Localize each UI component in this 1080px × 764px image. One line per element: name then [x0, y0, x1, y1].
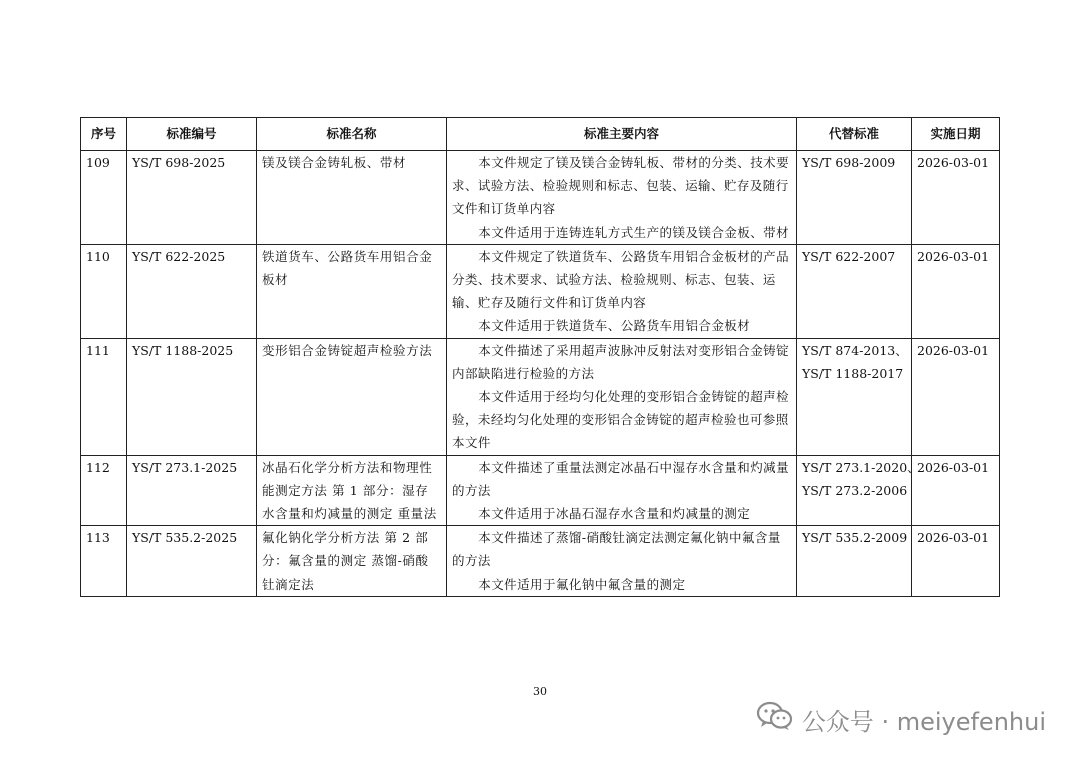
row-date: 2026-03-01 — [912, 526, 1000, 597]
row-code: YS/T 1188-2025 — [127, 338, 257, 455]
row-date: 2026-03-01 — [912, 338, 1000, 455]
watermark-text: 公众号 · meiyefenhui — [801, 707, 1046, 736]
row-code: YS/T 273.1-2025 — [127, 455, 257, 526]
table-header-row — [81, 118, 1000, 151]
header-date: 实施日期 — [912, 118, 1000, 151]
content-paragraph: 本文件规定了铁道货车、公路货车用铝合金板材的产品分类、技术要求、试验方法、检验规则、标志、包装、运输、贮存及随行文件和订货单内容 — [452, 248, 790, 311]
row-date: 2026-03-01 — [912, 244, 1000, 338]
content-paragraph: 本文件适用于氟化钠中氟含量的测定 — [478, 576, 686, 592]
row-name: 变形铝合金铸锭超声检验方法 — [257, 338, 447, 455]
replaced-standard: YS/T 622-2007 — [802, 248, 896, 264]
content-paragraph: 本文件描述了重量法测定冰晶石中湿存水含量和灼减量的方法 — [452, 459, 790, 498]
row-replaces — [797, 151, 912, 245]
row-no: 110 — [81, 244, 127, 338]
row-code: YS/T 535.2-2025 — [127, 526, 257, 597]
row-code: YS/T 698-2025 — [127, 151, 257, 245]
watermark — [756, 700, 1046, 738]
row-replaces — [797, 244, 912, 338]
replaced-standard: YS/T 698-2009 — [802, 155, 896, 170]
row-content — [447, 455, 797, 526]
row-date: 2026-03-01 — [912, 455, 1000, 526]
content-paragraph: 本文件规定了镁及镁合金铸轧板、带材的分类、技术要求、试验方法、检验规则和标志、包装、运输、贮存及随行文件和订货单内容 — [452, 155, 790, 217]
row-content — [447, 244, 797, 338]
content-paragraph: 本文件适用于铁道货车、公路货车用铝合金板材 — [478, 318, 751, 334]
row-no: 113 — [81, 526, 127, 597]
header-no: 序号 — [81, 118, 127, 151]
row-name: 铁道货车、公路货车用铝合金板材 — [257, 244, 447, 338]
row-no: 111 — [81, 338, 127, 455]
row-code: YS/T 622-2025 — [127, 244, 257, 338]
content-paragraph: 本文件适用于连铸连轧方式生产的镁及镁合金板、带材 — [478, 224, 790, 240]
replaced-standard: YS/T 273.2-2006 — [802, 482, 908, 498]
page-number: 30 — [533, 685, 547, 698]
header-replaces: 代替标准 — [797, 118, 912, 151]
row-replaces — [797, 338, 912, 455]
row-content — [447, 151, 797, 245]
row-name: 镁及镁合金铸轧板、带材 — [257, 151, 447, 245]
row-date: 2026-03-01 — [912, 151, 1000, 245]
header-content: 标准主要内容 — [447, 118, 797, 151]
table-row — [81, 455, 1000, 526]
table-row — [81, 526, 1000, 597]
replaced-standard: YS/T 535.2-2009 — [802, 530, 908, 546]
content-paragraph: 本文件适用于经均匀化处理的变形铝合金铸锭的超声检验，未经均匀化处理的变形铝合金铸锭的超声检验也可参照本文件 — [452, 389, 790, 451]
row-content — [447, 526, 797, 597]
row-content — [447, 338, 797, 455]
content-paragraph: 本文件描述了采用超声波脉冲反射法对变形铝合金铸锭内部缺陷进行检验的方法 — [452, 342, 790, 381]
content-paragraph: 本文件适用于冰晶石湿存水含量和灼减量的测定 — [478, 506, 751, 522]
standards-table — [80, 117, 1000, 597]
table-row — [81, 338, 1000, 455]
replaced-standard: YS/T 1188-2017 — [802, 365, 904, 381]
header-code: 标准编号 — [127, 118, 257, 151]
row-no: 112 — [81, 455, 127, 526]
replaced-standard: YS/T 874-2013、 — [802, 342, 908, 358]
table-row — [81, 244, 1000, 338]
header-name: 标准名称 — [257, 118, 447, 151]
content-paragraph: 本文件描述了蒸馏-硝酸钍滴定法测定氟化钠中氟含量的方法 — [452, 530, 781, 569]
row-no: 109 — [81, 151, 127, 245]
replaced-standard: YS/T 273.1-2020、 — [802, 459, 920, 475]
row-name: 氟化钠化学分析方法 第 2 部分：氟含量的测定 蒸馏-硝酸钍滴定法 — [257, 526, 447, 597]
row-replaces — [797, 526, 912, 597]
row-replaces — [797, 455, 920, 526]
table-row — [81, 151, 1000, 245]
row-name: 冰晶石化学分析方法和物理性能测定方法 第 1 部分：湿存水含量和灼减量的测定 重量法 — [257, 455, 447, 526]
wechat-icon — [756, 700, 794, 738]
